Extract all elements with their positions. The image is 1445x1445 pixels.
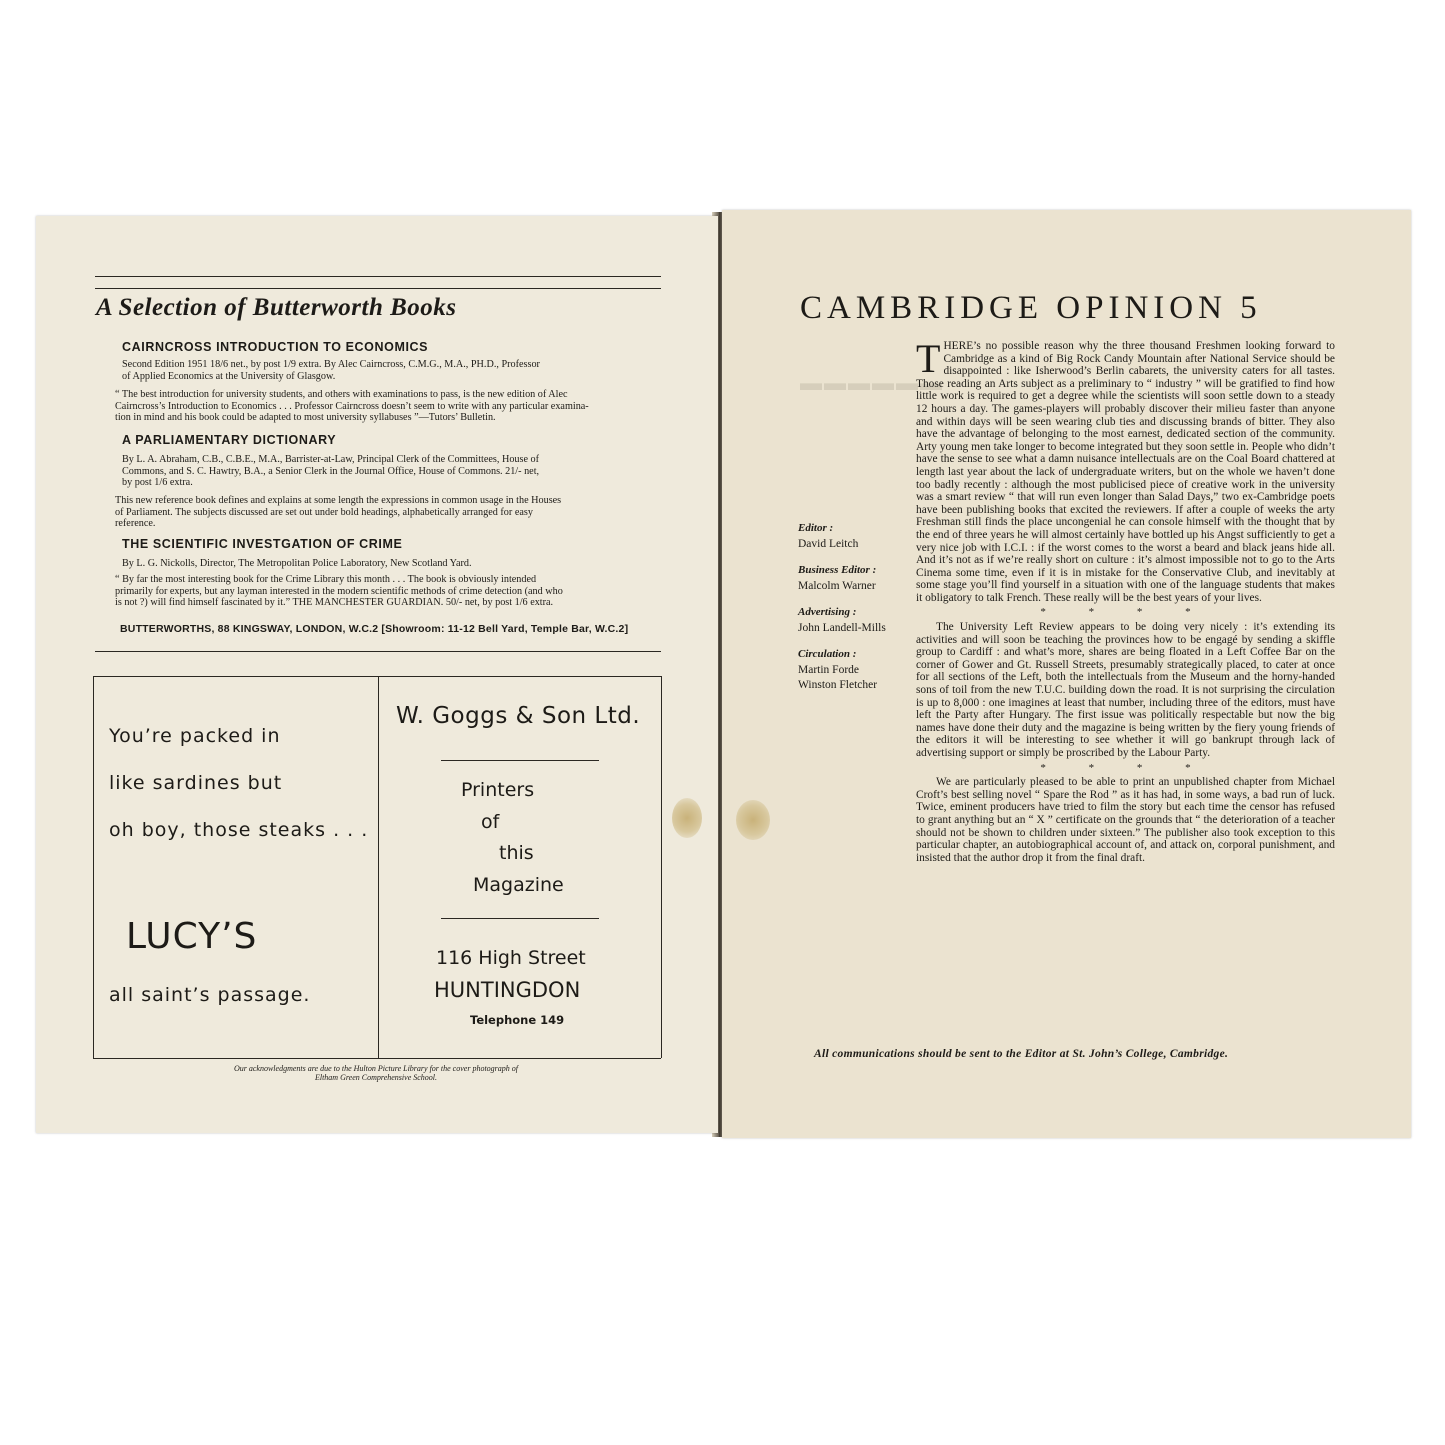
staff-role-business: Business Editor : xyxy=(798,564,877,576)
show-through-text: ▬▬▬▬▬▬ xyxy=(800,370,944,395)
staff-role-circulation: Circulation : xyxy=(798,648,857,660)
editorial-paragraph-2: The University Left Review appears to be doing very nicely : it’s extending its activities and will soon be teaching the provinces how to be engagé by sending a skiffle group to Cardiff : and what’s more, shares are being floated in a Left Coffee Bar on the corner of Gower and Gt. Russell Streets, presumably strategically placed, to cater at once for all sections of the Left, both the intellectuals from the Museum and the horny-handed sons of toil from the new T.U.C. building down the road. It is not surprising the circulation is up to 8,000 : one imagines at least that number, including three of the editors, must have left the Party after Hungary. The first issue was politically respectable but now the big names have done their duty and the magazine is being written by the fiery young friends of the editors it will be interesting to see whether it will go bankrupt through lack of advertising support or simply be proscribed by the Labour Party. xyxy=(916,621,1335,759)
goggs-line-of: of xyxy=(481,811,500,833)
goggs-name: W. Goggs & Son Ltd. xyxy=(396,703,641,729)
book-details-crime: By L. G. Nickolls, Director, The Metropolitan Police Laboratory, New Scotland Yard. xyxy=(122,558,472,569)
staff-name-advertising: John Landell-Mills xyxy=(798,622,886,634)
goggs-phone: Telephone 149 xyxy=(470,1013,565,1027)
ads-box-divider xyxy=(378,676,379,1058)
section-separator-1: * * * * xyxy=(1040,606,1211,619)
editorial-paragraph-1: HERE’s no possible reason why the three thousand Freshmen looking forward to Cambridge as a kind of Big Rock Candy Mountain after National Service should be disappointed : like Isherwood’s Berlin cabarets, the university caters for all tastes. Those reading an Arts subject as a preliminary to “ industry ” will be gratified to find how little work is required to get a degree while the scientists will soon settle down to a steady 12 hours a day. The games-players will probably discover their milieu faster than anyone and within days will be seen wearing club ties and discussing brands of bitter. They also have the advantage of belonging to the most earnest, dedicated section of the community. Arty young men take longer to become integrated but they soon settle in. People who didn’t have the sense to see what a damn nuisance intellectuals are on the Coal Board chattered at length last year about the lack of undergraduate writers, but on the whole we haven’t done too badly recently : although the most publicised piece of creative work in the university was a smart review “ that will run even longer than Salad Days,” two ex-Cambridge poets have been publishing books that excited the reviewers. If after a couple of weeks the arty Freshman still finds the place uncongenial he can console himself with the thought that by the end of three years he will almost certainly have bottled up his Angst sufficiently to get a very nice job with I.C.I. : if the worst comes to the worst a beard and black jeans hide all. And it’s not as if we’re really short on culture : it’s almost impossible not to go to the Arts Cinema some time, even if it is in mistake for the Conservative Club, and inevitably at some stage you’ll find yourself in a situation with one of the language students that makes it obligatory to talk French. These really will be the best years of your lives. xyxy=(916,340,1335,604)
staff-role-editor: Editor : xyxy=(798,522,834,534)
butterworth-ad-title: A Selection of Butterworth Books xyxy=(96,294,457,321)
goggs-line-magazine: Magazine xyxy=(473,874,564,896)
lucys-address: all saint’s passage. xyxy=(109,984,311,1006)
book-blurb-cairncross: “ The best introduction for university students, and others with examinations to pass, is the new edition of Alec Cairncross’s Introduction to Economics . . . Professor Cairncross doesn’t seem to write with any particular examina- tion in mind and his book could be adapted to most university syllabuses ”—Tutors’ Bulletin. xyxy=(115,389,589,424)
staff-name-editor: David Leitch xyxy=(798,538,859,550)
ads-box-left xyxy=(93,676,94,1058)
goggs-line-printers: Printers xyxy=(461,779,535,801)
book-blurb-crime: “ By far the most interesting book for the Crime Library this month . . . The book is obviously intended primarily for experts, but any layman interested in the modern scientific methods of crime detection (and who is not ?) will find himself fascinated by it.” THE MANCHESTER GUARDIAN. 50/- net, by post 1/6 extra. xyxy=(115,574,563,609)
page-stain-right xyxy=(736,800,770,840)
lucys-line-1: You’re packed in xyxy=(109,725,281,747)
right-page xyxy=(722,210,1411,1138)
book-title-parliamentary: A PARLIAMENTARY DICTIONARY xyxy=(122,433,337,447)
acknowledgment: Our acknowledgments are due to the Hulton Picture Library for the cover photograph of Eltham Green Comprehensive School. xyxy=(233,1064,519,1082)
masthead: CAMBRIDGE OPINION 5 xyxy=(800,290,1262,326)
goggs-rule-1 xyxy=(441,760,599,761)
page-stain-left xyxy=(672,798,702,838)
left-page xyxy=(36,216,718,1133)
editorial-body xyxy=(916,336,1335,864)
publisher-footer: BUTTERWORTHS, 88 KINGSWAY, LONDON, W.C.2 [Showroom: 11-12 Bell Yard, Temple Bar, W.C.2] xyxy=(120,623,629,635)
ads-box-right xyxy=(661,676,662,1058)
ads-box-top xyxy=(93,676,661,677)
staff-name-circulation-2: Winston Fletcher xyxy=(798,679,878,691)
mid-rule xyxy=(95,651,661,652)
book-title-crime: THE SCIENTIFIC INVESTGATION OF CRIME xyxy=(122,537,403,551)
lucys-name: LUCY’S xyxy=(126,916,258,957)
lucys-line-2: like sardines but xyxy=(109,772,283,794)
editorial-paragraph-3: We are particularly pleased to be able to print an unpublished chapter from Michael Croft’s best selling novel “ Spare the Rod ” as it has had, in some ways, a bad run of luck. Twice, eminent producers have tried to film the story but each time the censor has refused to grant anything but an “ X ” certificate on the grounds that “ the deterioration of a teacher should not be shown to children under sixteen.” The publisher also took exception to this particular chapter, an autobiographical account of, and attack on, corporal punishment, and insisted that the author drop it from the final draft. xyxy=(916,776,1335,864)
staff-role-advertising: Advertising : xyxy=(798,606,857,618)
dropcap: T xyxy=(916,336,941,381)
staff-name-business: Malcolm Warner xyxy=(798,580,876,592)
goggs-town: HUNTINGDON xyxy=(434,978,581,1002)
book-title-cairncross: CAIRNCROSS INTRODUCTION TO ECONOMICS xyxy=(122,340,429,354)
top-rule-2 xyxy=(95,288,661,289)
closing-note: All communications should be sent to the Editor at St. John’s College, Cambridge. xyxy=(814,1048,1229,1060)
staff-box xyxy=(798,522,918,691)
book-blurb-parliamentary: This new reference book defines and explains at some length the expressions in common usage in the Houses of Parliament. The subjects discussed are set out under bold headings, alphabetically arranged for easy reference. xyxy=(115,495,562,530)
goggs-line-this: this xyxy=(499,842,534,864)
staff-name-circulation-1: Martin Forde xyxy=(798,664,860,676)
lucys-line-3: oh boy, those steaks . . . xyxy=(109,819,369,841)
goggs-street: 116 High Street xyxy=(436,947,586,969)
goggs-rule-2 xyxy=(441,918,599,919)
top-rule xyxy=(95,276,661,277)
section-separator-2: * * * * xyxy=(1040,761,1211,774)
book-details-cairncross: Second Edition 1951 18/6 net., by post 1/9 extra. By Alec Cairncross, C.M.G., M.A., PH.D., Professor of Applied Economics at the University of Glasgow. xyxy=(122,359,540,382)
ads-box-bottom xyxy=(93,1058,661,1059)
book-details-parliamentary: By L. A. Abraham, C.B., C.B.E., M.A., Barrister-at-Law, Principal Clerk of the Committees, House of Commons, and S. C. Hawtry, B.A., a Senior Clerk in the Journal Office, House of Commons. 21/- net, by post 1/6 extra. xyxy=(122,454,540,489)
